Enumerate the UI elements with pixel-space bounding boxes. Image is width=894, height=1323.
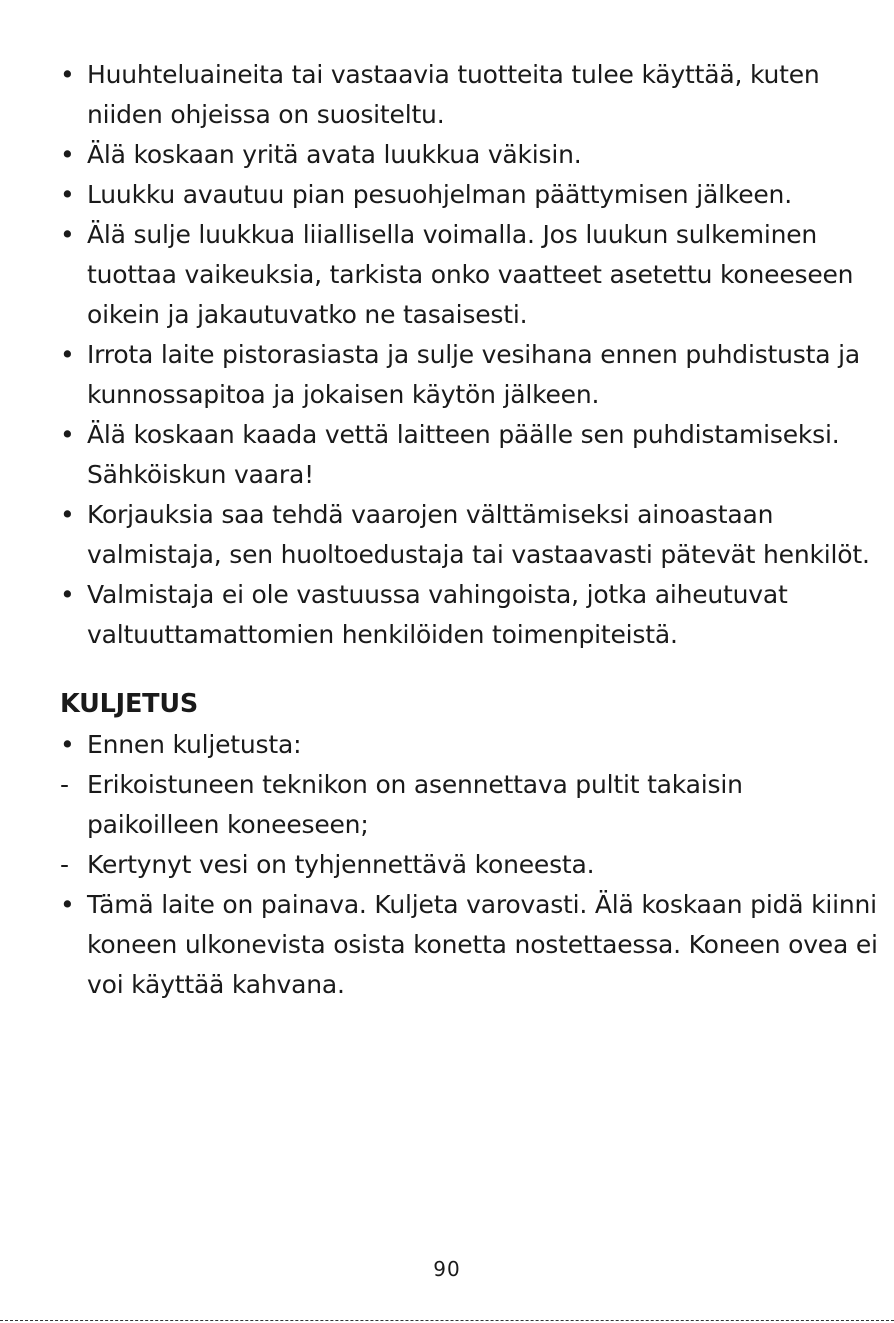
manual-page-content	[60, 55, 880, 1005]
list-item-text: Älä koskaan kaada vettä laitteen päälle sen puhdistamiseksi. Sähköiskun vaara!	[87, 420, 840, 489]
section-heading: KULJETUS	[60, 689, 199, 719]
bullet-marker: •	[60, 220, 75, 249]
bullet-marker: •	[60, 420, 75, 449]
list-item-text: Ennen kuljetusta:	[87, 730, 302, 759]
list-item-text: Kertynyt vesi on tyhjennettävä koneesta.	[87, 850, 595, 879]
list-item-text: Huuhteluaineita tai vastaavia tuotteita tulee käyttää, kuten niiden ohjeissa on suositeltu.	[87, 60, 820, 129]
dash-marker: -	[60, 770, 69, 799]
list-item-text: Tämä laite on painava. Kuljeta varovasti. Älä koskaan pidä kiinni koneen ulkonevista osista konetta nostettaessa. Koneen ovea ei voi käyttää kahvana.	[87, 890, 878, 999]
bullet-marker: •	[60, 730, 75, 759]
list-item-text: Luukku avautuu pian pesuohjelman päättymisen jälkeen.	[87, 180, 792, 209]
list-item-text: Valmistaja ei ole vastuussa vahingoista, jotka aiheutuvat valtuuttamattomien henkilöiden toimenpiteistä.	[87, 580, 788, 649]
page-number: 90	[433, 1257, 461, 1281]
list-item-text: Älä koskaan yritä avata luukkua väkisin.	[87, 140, 582, 169]
list-item	[60, 175, 880, 215]
bullet-marker: •	[60, 180, 75, 209]
bullet-marker: •	[60, 60, 75, 89]
dash-marker: -	[60, 850, 69, 879]
list-item	[60, 495, 880, 575]
list-item	[60, 135, 880, 175]
list-item	[60, 725, 880, 765]
bullet-marker: •	[60, 340, 75, 369]
list-item	[60, 575, 880, 655]
safety-list	[60, 55, 880, 655]
list-item-text: Korjauksia saa tehdä vaarojen välttämiseksi ainoastaan valmistaja, sen huoltoedustaja tai vastaavasti pätevät henkilöt.	[87, 500, 870, 569]
list-item	[60, 845, 880, 885]
list-item	[60, 215, 880, 335]
list-item	[60, 55, 880, 135]
list-item	[60, 765, 880, 845]
list-item-text: Irrota laite pistorasiasta ja sulje vesihana ennen puhdistusta ja kunnossapitoa ja jokaisen käytön jälkeen.	[87, 340, 860, 409]
bullet-marker: •	[60, 580, 75, 609]
list-item-text: Älä sulje luukkua liiallisella voimalla. Jos luukun sulkeminen tuottaa vaikeuksia, tarkista onko vaatteet asetettu koneeseen oikein ja jakautuvatko ne tasaisesti.	[87, 220, 854, 329]
dashed-cut-line	[0, 1320, 894, 1321]
bullet-marker: •	[60, 890, 75, 919]
transport-list	[60, 725, 880, 1005]
list-item	[60, 415, 880, 495]
list-item-text: Erikoistuneen teknikon on asennettava pultit takaisin paikoilleen koneeseen;	[87, 770, 743, 839]
list-item	[60, 335, 880, 415]
list-item	[60, 885, 880, 1005]
bullet-marker: •	[60, 140, 75, 169]
bullet-marker: •	[60, 500, 75, 529]
